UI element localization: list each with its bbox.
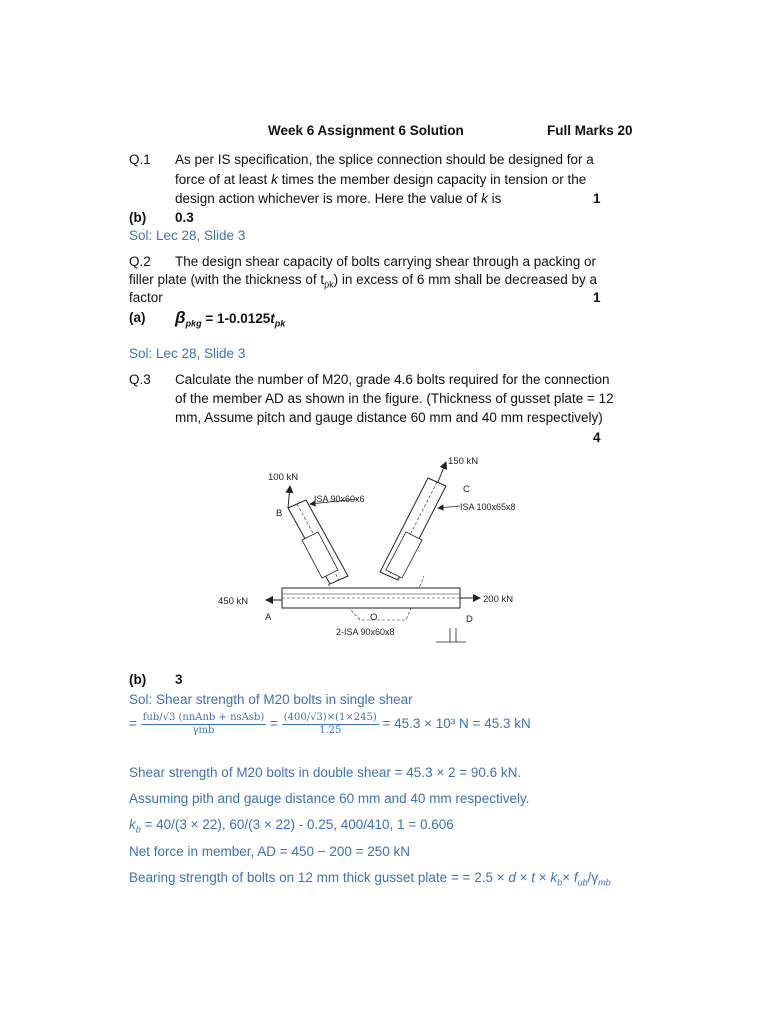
truss-connection-figure: [210, 448, 540, 648]
q2-marks: 1: [593, 290, 601, 305]
q3-answer-value: 3: [175, 672, 183, 687]
q3-marks: 4: [593, 430, 601, 445]
section-symbol: [436, 628, 466, 642]
q2-line2: filler plate (with the thickness of $t_{pk}$) in excess of 6 mm shall be decreased by a: [129, 272, 597, 290]
q3-line1: Calculate the number of M20, grade 4.6 bolts required for the connection: [175, 372, 610, 387]
full-marks: Full Marks 20: [547, 123, 633, 138]
page-title: Week 6 Assignment 6 Solution: [268, 123, 464, 138]
q1-number: Q.1: [129, 152, 151, 167]
member-c-angle: [380, 478, 446, 580]
load-label-b: 100 kN: [268, 472, 299, 483]
load-arrow-c: [438, 462, 446, 482]
q2-number: Q.2: [129, 254, 151, 269]
q1-line2: force of at least k times the member design capacity in tension or the: [175, 172, 587, 187]
shear-strength-equation: = $\frac{\text{fub/√3 (nnAnb + nsAsb)}}{\text{γmb}}$ = $\frac{(400/√3)\times(1\times 245)}{1.25}$ = 45.3 × 10³ N = 45.3 kN: [129, 712, 531, 736]
node-label-c: C: [463, 484, 470, 495]
leader-isa-c: [438, 506, 460, 508]
q1-solution-ref: Sol: Lec 28, Slide 3: [129, 228, 246, 243]
q1-line3: design action whichever is more. Here the value of k is: [175, 191, 502, 206]
load-label-a: 450 kN: [218, 596, 249, 607]
load-label-d: 200 kN: [483, 594, 514, 605]
q3-solution-title: Sol: Shear strength of M20 bolts in single shear: [129, 692, 413, 707]
q3-line2: of the member AD as shown in the figure. (Thickness of gusset plate = 12: [175, 391, 614, 406]
bearing-strength-line: Bearing strength of bolts on 12 mm thick gusset plate = = $2.5 \times d \times t \times k_b\times f_{ub}/\gamma_{mb}$: [129, 870, 611, 888]
node-label-o: O: [370, 612, 378, 623]
q1-marks: 1: [593, 191, 601, 206]
assumption-line: Assuming pith and gauge distance 60 mm and 40 mm respectively.: [129, 791, 530, 806]
q3-line3: mm, Assume pitch and gauge distance 60 mm and 40 mm respectively): [175, 410, 603, 425]
section-label-ad: 2-ISA 90x60x8: [336, 627, 395, 637]
node-label-b: B: [276, 508, 283, 519]
q2-answer-formula: $\beta_{pkg} = 1-0.0125t_{pk}$: [175, 308, 286, 329]
net-force-line: Net force in member, AD = 450 − 200 = 250 kN: [129, 844, 411, 859]
double-shear-line: Shear strength of M20 bolts in double shear = 45.3 × 2 = 90.6 kN.: [129, 765, 522, 780]
load-label-c: 150 kN: [448, 456, 479, 467]
load-arrow-b: [288, 486, 290, 508]
kb-line: $k_b = 40/(3 \times 22)$, 60/(3 × 22) - 0.25, 400/410, 1 = 0.606: [129, 817, 454, 835]
member-b-angle: [288, 500, 348, 584]
node-label-d: D: [466, 614, 473, 625]
q2-solution-ref: Sol: Lec 28, Slide 3: [129, 346, 246, 361]
q3-number: Q.3: [129, 372, 151, 387]
q2-answer-option: (a): [129, 310, 146, 325]
q2-line3: factor: [129, 290, 163, 305]
section-label-c: ISA 100x65x8: [460, 502, 516, 512]
q1-line1: As per IS specification, the splice connection should be designed for a: [175, 152, 594, 167]
q2-line1: The design shear capacity of bolts carrying shear through a packing or: [175, 254, 596, 269]
q1-answer-option: (b): [129, 210, 147, 225]
q1-answer-value: 0.3: [175, 210, 194, 225]
member-ad-angles: [282, 588, 460, 608]
node-label-a: A: [265, 612, 272, 623]
section-label-b: ISA 90x60x6: [314, 494, 365, 504]
q3-answer-option: (b): [129, 672, 147, 687]
